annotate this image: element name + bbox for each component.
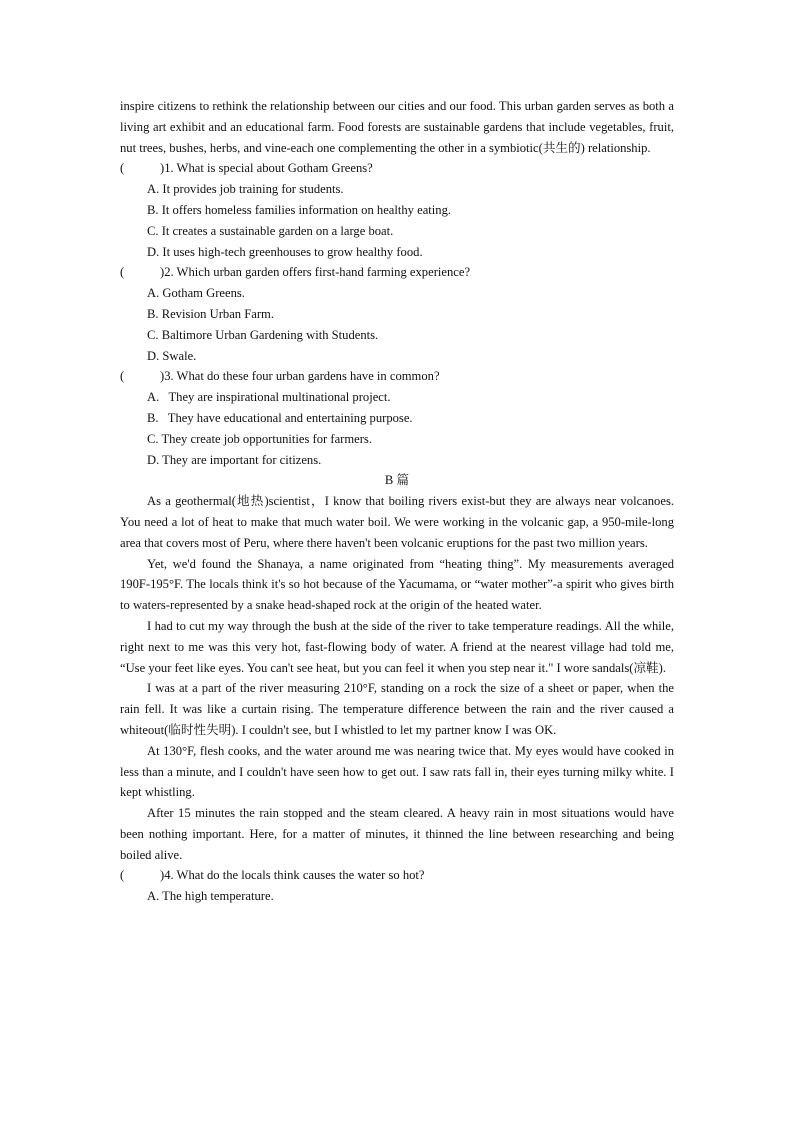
option-a: A. It provides job training for students. xyxy=(147,182,344,197)
answer-bracket[interactable]: ( xyxy=(120,161,125,176)
question-text: )3. What do these four urban gardens have in common? xyxy=(160,369,440,384)
option-b: B. Revision Urban Farm. xyxy=(147,306,274,321)
question-2 xyxy=(120,262,674,366)
option-c: C. Baltimore Urban Gardening with Students. xyxy=(147,327,379,342)
question-stem xyxy=(120,158,674,179)
question-text: )2. Which urban garden offers first-hand farming experience? xyxy=(160,265,471,280)
answer-bracket[interactable]: ( xyxy=(120,265,125,280)
question-stem xyxy=(120,865,674,886)
option-a: A. The high temperature. xyxy=(147,889,274,904)
option-b: B. They have educational and entertaining purpose. xyxy=(147,410,413,425)
passage-paragraph-4: I was at a part of the river measuring 210°F, standing on a rock the size of a sheet or paper, when the rain fell. It was like a curtain rising. The temperature difference between the rain and the river caused a whiteout(临时性失明). I couldn't see, but I whistled to let my partner know I was OK. xyxy=(120,681,674,737)
option-c: C. They create job opportunities for farmers. xyxy=(147,431,372,446)
option-d: D. Swale. xyxy=(147,348,197,363)
question-stem xyxy=(120,366,674,387)
answer-bracket[interactable]: ( xyxy=(120,369,125,384)
option-d: D. It uses high-tech greenhouses to grow healthy food. xyxy=(147,244,423,259)
option-d: D. They are important for citizens. xyxy=(147,452,322,467)
answer-bracket[interactable]: ( xyxy=(120,868,125,883)
intro-paragraph: inspire citizens to rethink the relationship between our cities and our food. This urban garden serves as both a living art exhibit and an educational farm. Food forests are sustainable gardens that include vegetables, fruit, nut trees, bushes, herbs, and vine-each one complementing the other in a symbiotic(共生的) relationship. xyxy=(120,99,674,155)
passage-paragraph-6: After 15 minutes the rain stopped and the steam cleared. A heavy rain in most situations would have been nothing important. Here, for a matter of minutes, it thinned the line between researching and being boiled alive. xyxy=(120,806,674,862)
question-stem xyxy=(120,262,674,283)
question-3 xyxy=(120,366,674,470)
passage-paragraph-2: Yet, we'd found the Shanaya, a name originated from “heating thing”. My measurements averaged 190F-195°F. The locals think it's so hot because of the Yacumama, or “water mother”-a spirit who gives birth to waters-represented by a snake head-shaped rock at the origin of the heated water. xyxy=(120,556,674,613)
passage-paragraph-1: As a geothermal(地热)scientist，I know that boiling rivers exist-but they are always near volcanoes. You need a lot of heat to make that much water boil. We were working in the volcanic gap, a 950-mile-long area that covers most of Peru, where there haven't been volcanic eruptions for the past two million years. xyxy=(120,494,674,550)
section-b-heading: B 篇 xyxy=(384,473,410,488)
question-1 xyxy=(120,158,674,262)
document-page xyxy=(120,96,674,907)
passage-paragraph-3: I had to cut my way through the bush at the side of the river to take temperature readings. All the while, right next to me was this very hot, fast-flowing body of water. A friend at the nearest village had told me, “Use your feet like eyes. You can't see heat, but you can feel it when you step near it." I wore sandals(凉鞋). xyxy=(120,618,674,675)
passage-paragraph-5: At 130°F, flesh cooks, and the water around me was nearing twice that. My eyes would have cooked in less than a minute, and I couldn't have seen how to get out. I saw rats fall in, their eyes turning milky white. I kept whistling. xyxy=(120,743,674,800)
question-4 xyxy=(120,865,674,907)
option-b: B. It offers homeless families information on healthy eating. xyxy=(147,202,452,217)
question-text: )1. What is special about Gotham Greens? xyxy=(160,161,373,176)
option-a: A. Gotham Greens. xyxy=(147,286,245,301)
option-c: C. It creates a sustainable garden on a large boat. xyxy=(147,223,394,238)
option-a: A. They are inspirational multinational project. xyxy=(147,390,391,405)
question-text: )4. What do the locals think causes the water so hot? xyxy=(160,868,425,883)
